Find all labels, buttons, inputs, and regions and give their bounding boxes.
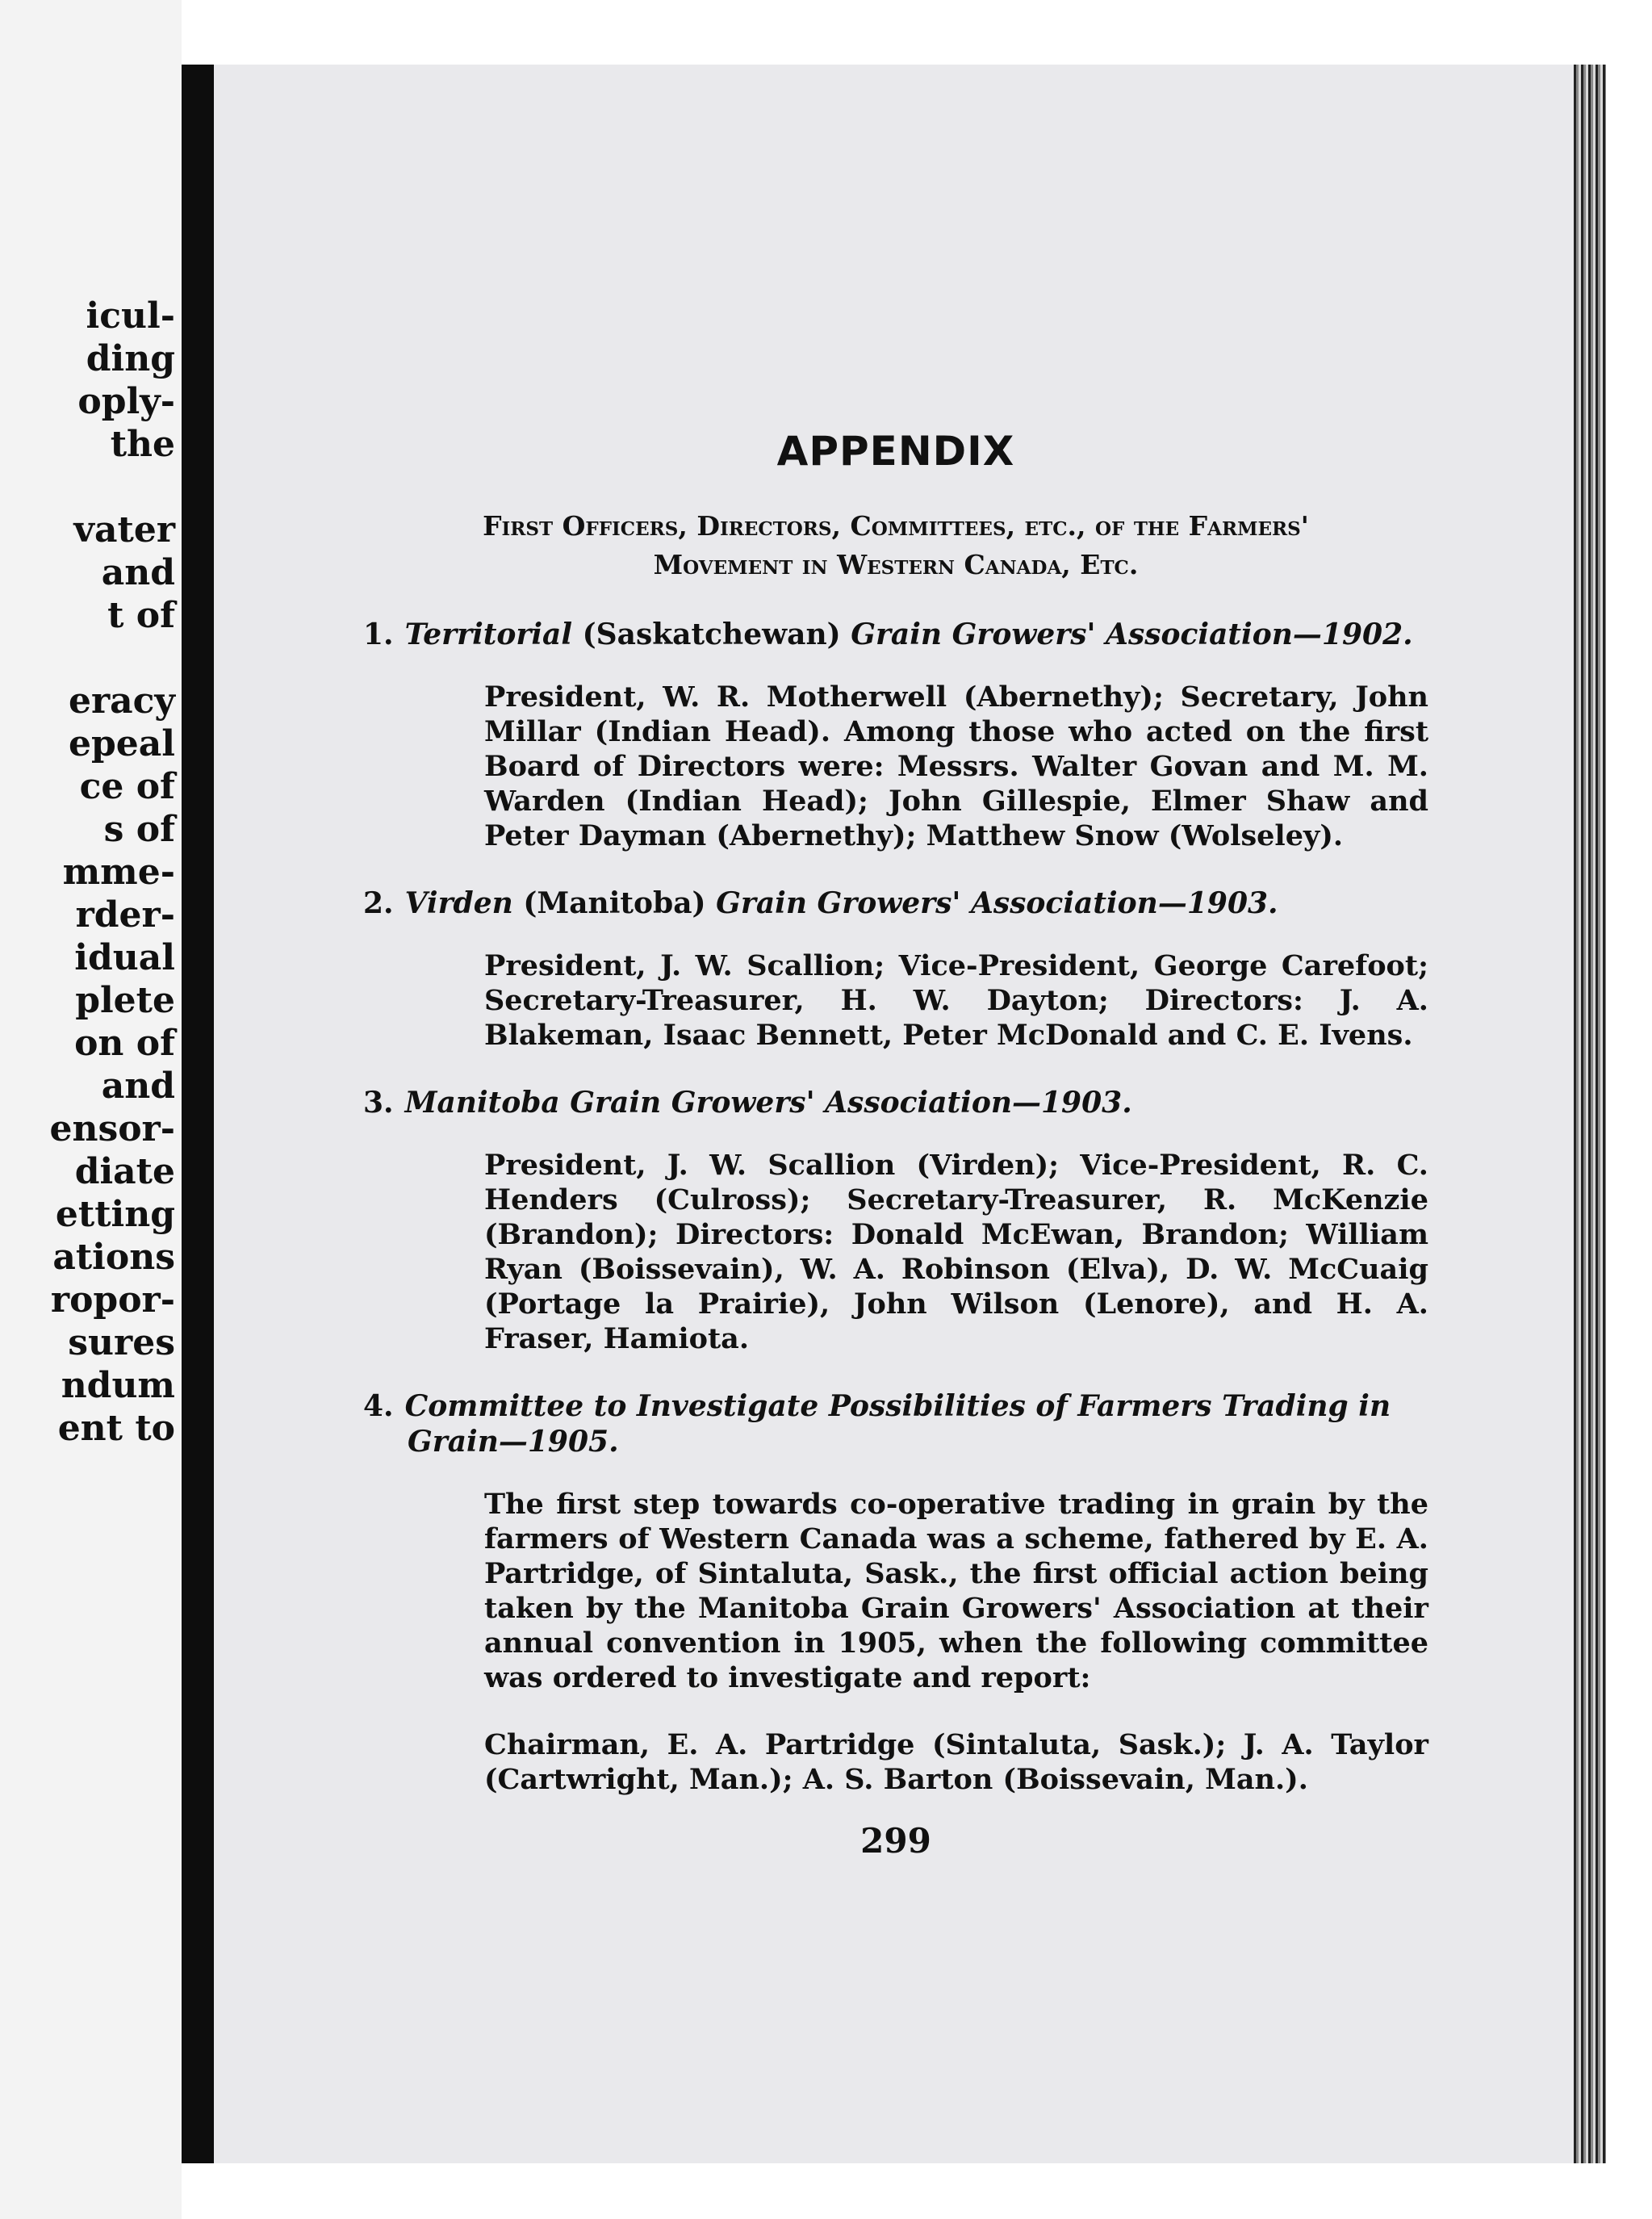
- left-facing-page: [0, 0, 182, 2219]
- section-paragraph: The first step towards co-operative trading in grain by the farmers of Western Canada was a scheme, fathered by E. A. Partridge, of Sintaluta, Sask., the first official action being taken by the Manitoba Grain Growers' Association at their annual convention in 1905, when the following committee was ordered to investigate and report:: [484, 1488, 1428, 1694]
- left-line: ropor-: [50, 1279, 175, 1321]
- left-line: etting: [55, 1194, 175, 1235]
- section-body: [484, 1148, 1428, 1356]
- left-page-text: [49, 295, 175, 1450]
- section-number: 2.: [363, 886, 394, 920]
- left-line: rder-: [75, 894, 175, 936]
- appendix-page: [214, 65, 1574, 2163]
- left-line: mme-: [62, 852, 175, 893]
- left-line: ensor-: [49, 1108, 175, 1149]
- subtitle-line: First Officers, Directors, Committees, etc., of the Farmers': [483, 510, 1309, 542]
- left-line: on of: [74, 1023, 175, 1064]
- left-line: vater: [73, 509, 175, 551]
- book-spine-shadow: [182, 65, 214, 2163]
- subtitle-line: Movement in Western Canada, Etc.: [653, 549, 1139, 580]
- section-paragraph: President, W. R. Motherwell (Abernethy); Secretary, John Millar (Indian Head). Among those who acted on the first Board of Directors were: Messrs. Walter Govan and M. M. Warden (Indian Head); John Gillespie, Elmer Shaw and Peter Dayman (Abernethy); Matthew Snow (Wolseley).: [484, 680, 1428, 852]
- left-line: ations: [52, 1237, 175, 1278]
- left-line: sures: [68, 1322, 175, 1363]
- heading-italic: Grain Growers' Association—1903.: [716, 886, 1278, 920]
- section-heading: [363, 1388, 1428, 1459]
- section-body: [484, 948, 1428, 1053]
- section-number: 4.: [363, 1389, 394, 1423]
- left-line: s of: [103, 809, 175, 850]
- heading-italic: Virden: [404, 886, 513, 920]
- left-line: epeal: [69, 723, 175, 764]
- left-line: oply-: [77, 381, 175, 422]
- page-subtitle: [363, 507, 1428, 584]
- section-heading: [363, 1085, 1428, 1120]
- left-line: plete: [75, 980, 175, 1021]
- left-line: eracy: [68, 680, 175, 722]
- left-line: and: [101, 1066, 175, 1107]
- left-line: ce of: [79, 766, 175, 807]
- left-line: and: [101, 552, 175, 593]
- page-title: APPENDIX: [776, 428, 1015, 475]
- section-paragraph: Chairman, E. A. Partridge (Sintaluta, Sask.); J. A. Taylor (Cartwright, Man.); A. S. Barton (Boissevain, Man.).: [484, 1728, 1428, 1796]
- heading-italic: Manitoba Grain Growers' Association—1903.: [404, 1086, 1132, 1120]
- section-number: 1.: [363, 618, 394, 651]
- scan-margin: [1606, 0, 1652, 2219]
- section-1: [363, 617, 1428, 853]
- section-heading: [363, 886, 1428, 921]
- page-number: 299: [860, 1821, 931, 1861]
- left-line-gap: [49, 637, 175, 680]
- left-line: ndum: [61, 1365, 175, 1406]
- left-line: icul-: [86, 295, 175, 337]
- heading-plain: (Manitoba): [523, 886, 706, 920]
- left-line: diate: [74, 1151, 175, 1192]
- heading-italic: Grain Growers' Association—1902.: [851, 618, 1413, 651]
- section-body: [484, 680, 1428, 853]
- left-line-gap: [49, 466, 175, 509]
- section-3: [363, 1085, 1428, 1356]
- left-line: idual: [74, 937, 175, 978]
- left-line: ding: [86, 338, 175, 379]
- section-body: [484, 1487, 1428, 1797]
- left-line: the: [110, 424, 175, 465]
- section-paragraph: President, J. W. Scallion (Virden); Vice-President, R. C. Henders (Culross); Secretary-Treasurer, R. McKenzie (Brandon); Directors: Donald McEwan, Brandon; William Ryan (Boissevain), W. A. Robinson (Elva), D. W. McCuaig (Portage la Prairie), John Wilson (Lenore), and H. A. Fraser, Hamiota.: [484, 1149, 1428, 1355]
- left-line: ent to: [57, 1408, 175, 1449]
- heading-plain: (Saskatchewan): [582, 618, 841, 651]
- section-heading: [363, 617, 1428, 652]
- left-line: t of: [107, 595, 175, 636]
- page-content: [363, 428, 1428, 1861]
- heading-italic: Committee to Investigate Possibilities of Farmers Trading in Grain—1905.: [404, 1389, 1391, 1459]
- page-edge-stack: [1574, 65, 1606, 2163]
- section-paragraph: President, J. W. Scallion; Vice-President, George Carefoot; Secretary-Treasurer, H. W. Dayton; Directors: J. A. Blakeman, Isaac Bennett, Peter McDonald and C. E. Ivens.: [484, 949, 1428, 1052]
- section-4: [363, 1388, 1428, 1797]
- section-2: [363, 886, 1428, 1053]
- section-number: 3.: [363, 1086, 394, 1120]
- heading-italic: Territorial: [404, 618, 573, 651]
